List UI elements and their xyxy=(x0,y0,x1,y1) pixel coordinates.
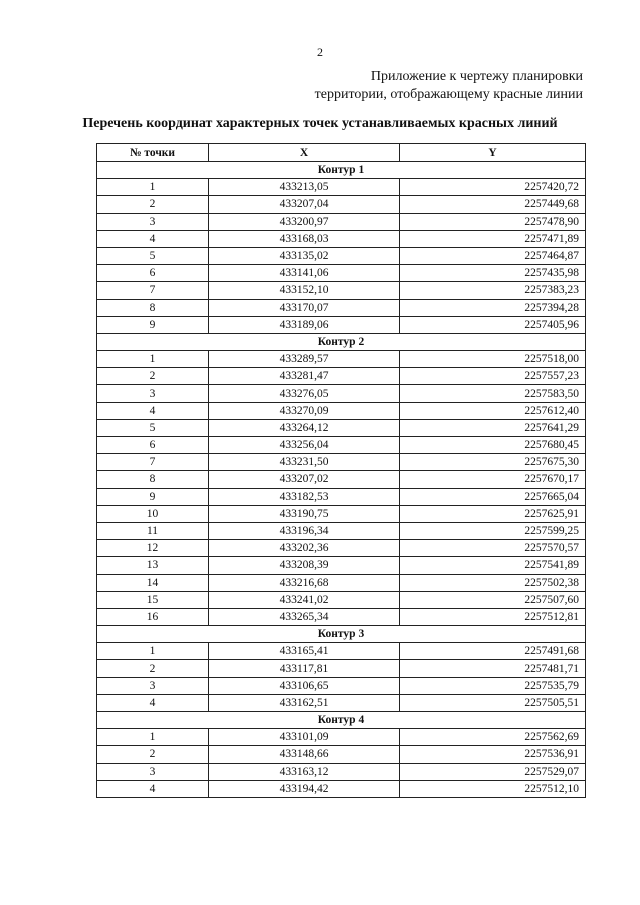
table-row xyxy=(97,643,586,660)
contour-header-row xyxy=(97,712,586,729)
table-row xyxy=(97,454,586,471)
table-row xyxy=(97,574,586,591)
point-number-cell: 2 xyxy=(97,660,209,677)
y-coordinate-cell: 2257507,60 xyxy=(400,591,586,608)
table-body xyxy=(97,162,586,798)
point-number-cell: 3 xyxy=(97,213,209,230)
table-row xyxy=(97,522,586,539)
table-row xyxy=(97,230,586,247)
point-number-cell: 9 xyxy=(97,488,209,505)
x-coordinate-cell: 433141,06 xyxy=(209,265,400,282)
contour-header-row xyxy=(97,626,586,643)
x-coordinate-cell: 433196,34 xyxy=(209,522,400,539)
y-coordinate-cell: 2257557,23 xyxy=(400,368,586,385)
y-coordinate-cell: 2257665,04 xyxy=(400,488,586,505)
header-point-number: № точки xyxy=(97,144,209,162)
table-row xyxy=(97,746,586,763)
y-coordinate-cell: 2257478,90 xyxy=(400,213,586,230)
x-coordinate-cell: 433135,02 xyxy=(209,247,400,264)
x-coordinate-cell: 433231,50 xyxy=(209,454,400,471)
point-number-cell: 5 xyxy=(97,419,209,436)
table-row xyxy=(97,488,586,505)
x-coordinate-cell: 433208,39 xyxy=(209,557,400,574)
point-number-cell: 1 xyxy=(97,179,209,196)
table-row xyxy=(97,763,586,780)
y-coordinate-cell: 2257512,81 xyxy=(400,608,586,625)
point-number-cell: 4 xyxy=(97,694,209,711)
x-coordinate-cell: 433241,02 xyxy=(209,591,400,608)
table-row xyxy=(97,368,586,385)
y-coordinate-cell: 2257570,57 xyxy=(400,540,586,557)
y-coordinate-cell: 2257420,72 xyxy=(400,179,586,196)
x-coordinate-cell: 433165,41 xyxy=(209,643,400,660)
x-coordinate-cell: 433264,12 xyxy=(209,419,400,436)
x-coordinate-cell: 433270,09 xyxy=(209,402,400,419)
table-row xyxy=(97,694,586,711)
y-coordinate-cell: 2257529,07 xyxy=(400,763,586,780)
x-coordinate-cell: 433194,42 xyxy=(209,780,400,797)
point-number-cell: 1 xyxy=(97,729,209,746)
table-row xyxy=(97,213,586,230)
table-row xyxy=(97,247,586,264)
table-row xyxy=(97,402,586,419)
y-coordinate-cell: 2257435,98 xyxy=(400,265,586,282)
point-number-cell: 6 xyxy=(97,437,209,454)
point-number-cell: 15 xyxy=(97,591,209,608)
y-coordinate-cell: 2257449,68 xyxy=(400,196,586,213)
x-coordinate-cell: 433289,57 xyxy=(209,351,400,368)
point-number-cell: 4 xyxy=(97,402,209,419)
y-coordinate-cell: 2257562,69 xyxy=(400,729,586,746)
document-title: Перечень координат характерных точек устанавливаемых красных линий xyxy=(82,116,558,131)
point-number-cell: 4 xyxy=(97,230,209,247)
point-number-cell: 3 xyxy=(97,385,209,402)
x-coordinate-cell: 433182,53 xyxy=(209,488,400,505)
x-coordinate-cell: 433170,07 xyxy=(209,299,400,316)
point-number-cell: 4 xyxy=(97,780,209,797)
x-coordinate-cell: 433281,47 xyxy=(209,368,400,385)
y-coordinate-cell: 2257491,68 xyxy=(400,643,586,660)
table-row xyxy=(97,316,586,333)
table-row xyxy=(97,608,586,625)
x-coordinate-cell: 433148,66 xyxy=(209,746,400,763)
table-row xyxy=(97,419,586,436)
y-coordinate-cell: 2257599,25 xyxy=(400,522,586,539)
x-coordinate-cell: 433190,75 xyxy=(209,505,400,522)
table-row xyxy=(97,437,586,454)
x-coordinate-cell: 433106,65 xyxy=(209,677,400,694)
appendix-caption xyxy=(315,68,583,104)
point-number-cell: 7 xyxy=(97,454,209,471)
y-coordinate-cell: 2257405,96 xyxy=(400,316,586,333)
x-coordinate-cell: 433200,97 xyxy=(209,213,400,230)
y-coordinate-cell: 2257670,17 xyxy=(400,471,586,488)
table-row xyxy=(97,540,586,557)
x-coordinate-cell: 433216,68 xyxy=(209,574,400,591)
y-coordinate-cell: 2257505,51 xyxy=(400,694,586,711)
table-row xyxy=(97,591,586,608)
point-number-cell: 3 xyxy=(97,677,209,694)
table-header-row xyxy=(97,144,586,162)
x-coordinate-cell: 433265,34 xyxy=(209,608,400,625)
y-coordinate-cell: 2257502,38 xyxy=(400,574,586,591)
x-coordinate-cell: 433168,03 xyxy=(209,230,400,247)
point-number-cell: 8 xyxy=(97,299,209,316)
point-number-cell: 8 xyxy=(97,471,209,488)
x-coordinate-cell: 433256,04 xyxy=(209,437,400,454)
contour-header-row xyxy=(97,333,586,350)
point-number-cell: 10 xyxy=(97,505,209,522)
table-row xyxy=(97,505,586,522)
point-number-cell: 7 xyxy=(97,282,209,299)
y-coordinate-cell: 2257518,00 xyxy=(400,351,586,368)
x-coordinate-cell: 433213,05 xyxy=(209,179,400,196)
y-coordinate-cell: 2257680,45 xyxy=(400,437,586,454)
contour-title: Контур 2 xyxy=(97,333,586,350)
x-coordinate-cell: 433202,36 xyxy=(209,540,400,557)
point-number-cell: 1 xyxy=(97,643,209,660)
table-row xyxy=(97,660,586,677)
table-row xyxy=(97,351,586,368)
x-coordinate-cell: 433207,04 xyxy=(209,196,400,213)
point-number-cell: 6 xyxy=(97,265,209,282)
table-row xyxy=(97,780,586,797)
table-row xyxy=(97,729,586,746)
point-number-cell: 2 xyxy=(97,746,209,763)
appendix-line-2: территории, отображающему красные линии xyxy=(314,87,583,102)
coordinates-table xyxy=(96,143,586,798)
x-coordinate-cell: 433117,81 xyxy=(209,660,400,677)
point-number-cell: 9 xyxy=(97,316,209,333)
table-row xyxy=(97,385,586,402)
x-coordinate-cell: 433207,02 xyxy=(209,471,400,488)
contour-title: Контур 1 xyxy=(97,162,586,179)
y-coordinate-cell: 2257512,10 xyxy=(400,780,586,797)
point-number-cell: 2 xyxy=(97,196,209,213)
y-coordinate-cell: 2257383,23 xyxy=(400,282,586,299)
point-number-cell: 14 xyxy=(97,574,209,591)
x-coordinate-cell: 433189,06 xyxy=(209,316,400,333)
y-coordinate-cell: 2257625,91 xyxy=(400,505,586,522)
x-coordinate-cell: 433162,51 xyxy=(209,694,400,711)
table-row xyxy=(97,179,586,196)
point-number-cell: 13 xyxy=(97,557,209,574)
table-row xyxy=(97,299,586,316)
y-coordinate-cell: 2257541,89 xyxy=(400,557,586,574)
y-coordinate-cell: 2257612,40 xyxy=(400,402,586,419)
y-coordinate-cell: 2257535,79 xyxy=(400,677,586,694)
y-coordinate-cell: 2257471,89 xyxy=(400,230,586,247)
table-row xyxy=(97,471,586,488)
header-y: Y xyxy=(400,144,586,162)
x-coordinate-cell: 433163,12 xyxy=(209,763,400,780)
point-number-cell: 5 xyxy=(97,247,209,264)
table-row xyxy=(97,557,586,574)
appendix-line-1: Приложение к чертежу планировки xyxy=(370,69,583,84)
point-number-cell: 16 xyxy=(97,608,209,625)
y-coordinate-cell: 2257481,71 xyxy=(400,660,586,677)
y-coordinate-cell: 2257641,29 xyxy=(400,419,586,436)
contour-header-row xyxy=(97,162,586,179)
x-coordinate-cell: 433152,10 xyxy=(209,282,400,299)
x-coordinate-cell: 433276,05 xyxy=(209,385,400,402)
table-row xyxy=(97,265,586,282)
point-number-cell: 2 xyxy=(97,368,209,385)
y-coordinate-cell: 2257536,91 xyxy=(400,746,586,763)
point-number-cell: 3 xyxy=(97,763,209,780)
point-number-cell: 11 xyxy=(97,522,209,539)
contour-title: Контур 4 xyxy=(97,712,586,729)
y-coordinate-cell: 2257394,28 xyxy=(400,299,586,316)
header-x: X xyxy=(209,144,400,162)
y-coordinate-cell: 2257675,30 xyxy=(400,454,586,471)
y-coordinate-cell: 2257583,50 xyxy=(400,385,586,402)
contour-title: Контур 3 xyxy=(97,626,586,643)
point-number-cell: 1 xyxy=(97,351,209,368)
table-row xyxy=(97,196,586,213)
page-number: 2 xyxy=(317,45,323,59)
x-coordinate-cell: 433101,09 xyxy=(209,729,400,746)
table-row xyxy=(97,282,586,299)
point-number-cell: 12 xyxy=(97,540,209,557)
table-row xyxy=(97,677,586,694)
y-coordinate-cell: 2257464,87 xyxy=(400,247,586,264)
